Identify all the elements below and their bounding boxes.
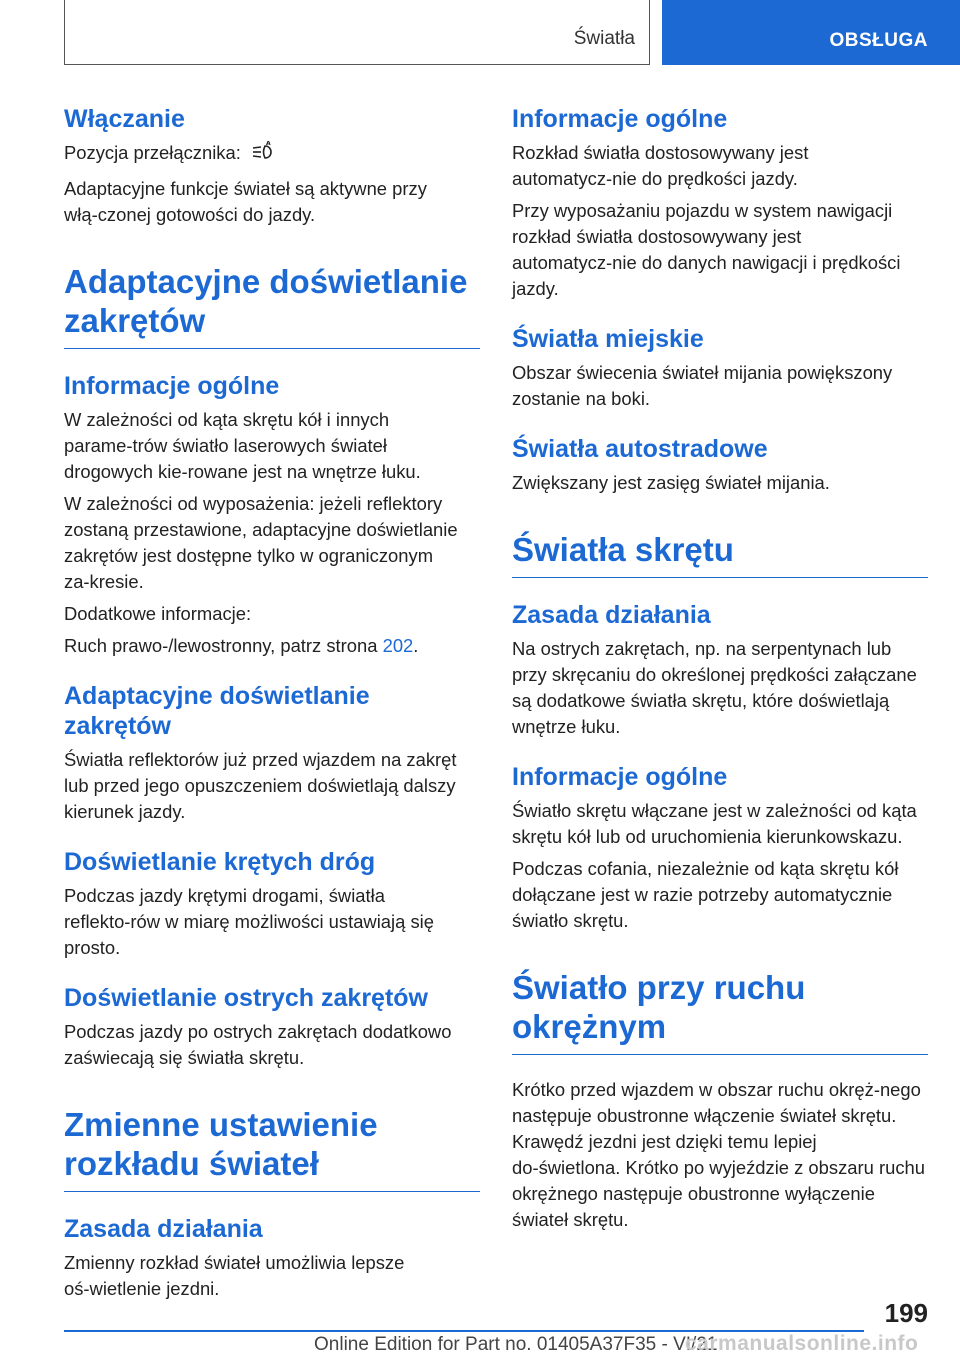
header-frame [64,0,650,65]
paragraph-variable-distribution: Zmienny rozkład świateł umożliwia lepsze oś‑wietlenie jezdni. [64,1252,405,1299]
paragraph-serpentines: Na ostrych zakrętach, np. na serpentynach lub przy skręcaniu do określonej prędkości załączane są dodatkowe światła skrętu, które doświetlają wnętrze łuku. [512,638,917,737]
paragraph-roundabout: Krótko przed wjazdem w obszar ruchu okręż‑nego następuje obustronne włączenie świateł skrętu. Krawędź jezdni jest dzięki temu lepiej do‑świetlona. Krótko po wyjeździe z obszaru ruchu okrężnego następuje obustronne wyłączenie świateł skrętu. [512,1079,925,1230]
paragraph-sharp-curves: Podczas jazdy po ostrych zakrętach dodatkowo zaświecają się światła skrętu. [64,1021,452,1068]
traffic-reference-text: Ruch prawo-/lewostronny, patrz strona [64,635,378,656]
page-link-202[interactable]: 202 [382,635,414,656]
paragraph-speed-distribution: Rozkład światła dostosowywany jest automatycz‑nie do prędkości jazdy. [512,142,809,189]
heading-general-info-right: Informacje ogólne [512,105,728,133]
paragraph-additional-info: Dodatkowe informacje: [64,603,252,624]
svg-text:A: A [265,141,271,147]
paragraph-steering-angle: Światło skrętu włączane jest w zależności od kąta skrętu kół lub od uruchomienia kierunkowskazu. [512,800,917,847]
heading-sharp-curves: Doświetlanie ostrych zakrętów [64,984,429,1012]
paragraph-reversing: Podczas cofania, niezależnie od kąta skrętu kół dołączane jest w razie potrzeby automatycznie światło skrętu. [512,858,899,931]
paragraph-equipment: W zależności od wyposażenia: jeżeli reflektory zostaną przestawione, adaptacyjne doświetlanie zakrętów jest dostępne tylko w ograniczonym za‑kresie. [64,493,458,592]
left-column [64,104,480,1302]
watermark: carmanualsonline.info [685,1332,919,1355]
heading-general-info-cornering: Informacje ogólne [512,763,728,791]
paragraph-laser-light: W zależności od kąta skrętu kół i innych parame‑trów światło laserowych świateł drogowych kie‑rowane jest na wnętrze łuku. [64,409,421,482]
paragraph-winding-roads: Podczas jazdy krętymi drogami, światła reflekto‑rów w miarę możliwości ustawiają się prosto. [64,885,434,958]
right-column [512,104,928,1233]
paragraph-headlights-ahead: Światła reflektorów już przed wjazdem na zakręt lub przed jego opuszczeniem doświetlają dalszy kierunek jazdy. [64,749,457,822]
heading-general-info: Informacje ogólne [64,372,280,400]
page-number: 199 [884,1298,928,1328]
switch-position-paragraph [64,140,480,170]
heading-roundabout-light: Światło przy ruchu okrężnym [512,968,928,1055]
chapter-tab[interactable] [662,0,960,65]
adaptive-functions-paragraph: Adaptacyjne funkcje świateł są aktywne przy włą‑czonej gotowości do jazdy. [64,178,427,225]
heading-motorway-lights: Światła autostradowe [512,435,768,463]
chapter-tab-label: OBSŁUGA [829,30,928,51]
heading-cornering-lights: Światła skrętu [512,530,928,578]
section-title: Światła [573,28,635,49]
heading-wlaczanie: Włączanie [64,105,185,133]
heading-city-lights: Światła miejskie [512,325,704,353]
paragraph-motorway-lights: Zwiększany jest zasięg świateł mijania. [512,472,830,493]
heading-adaptive-cornering: Adaptacyjne doświetlanie zakrętów [64,262,480,349]
switch-position-text: Pozycja przełącznika: [64,142,241,163]
heading-principle: Zasada działania [64,1215,263,1243]
heading-variable-light-distribution: Zmienne ustawienie rozkładu świateł [64,1105,480,1192]
heading-principle-right: Zasada działania [512,601,711,629]
edition-text: Online Edition for Part no. 01405A37F35 - VI/21 [314,1334,718,1355]
auto-light-icon [251,141,277,170]
heading-winding-roads: Doświetlanie krętych dróg [64,848,376,876]
heading-adaptive-cornering-sub: Adaptacyjne doświetlanie zakrętów [64,682,370,740]
paragraph-city-lights: Obszar świecenia świateł mijania powiększony zostanie na boki. [512,362,893,409]
traffic-reference-end: . [413,635,419,656]
paragraph-navigation-distribution: Przy wyposażaniu pojazdu w system nawigacji rozkład światła dostosowywany jest automatycz‑nie do danych nawigacji i prędkości jazdy. [512,200,901,299]
paragraph-traffic-reference [64,633,480,659]
